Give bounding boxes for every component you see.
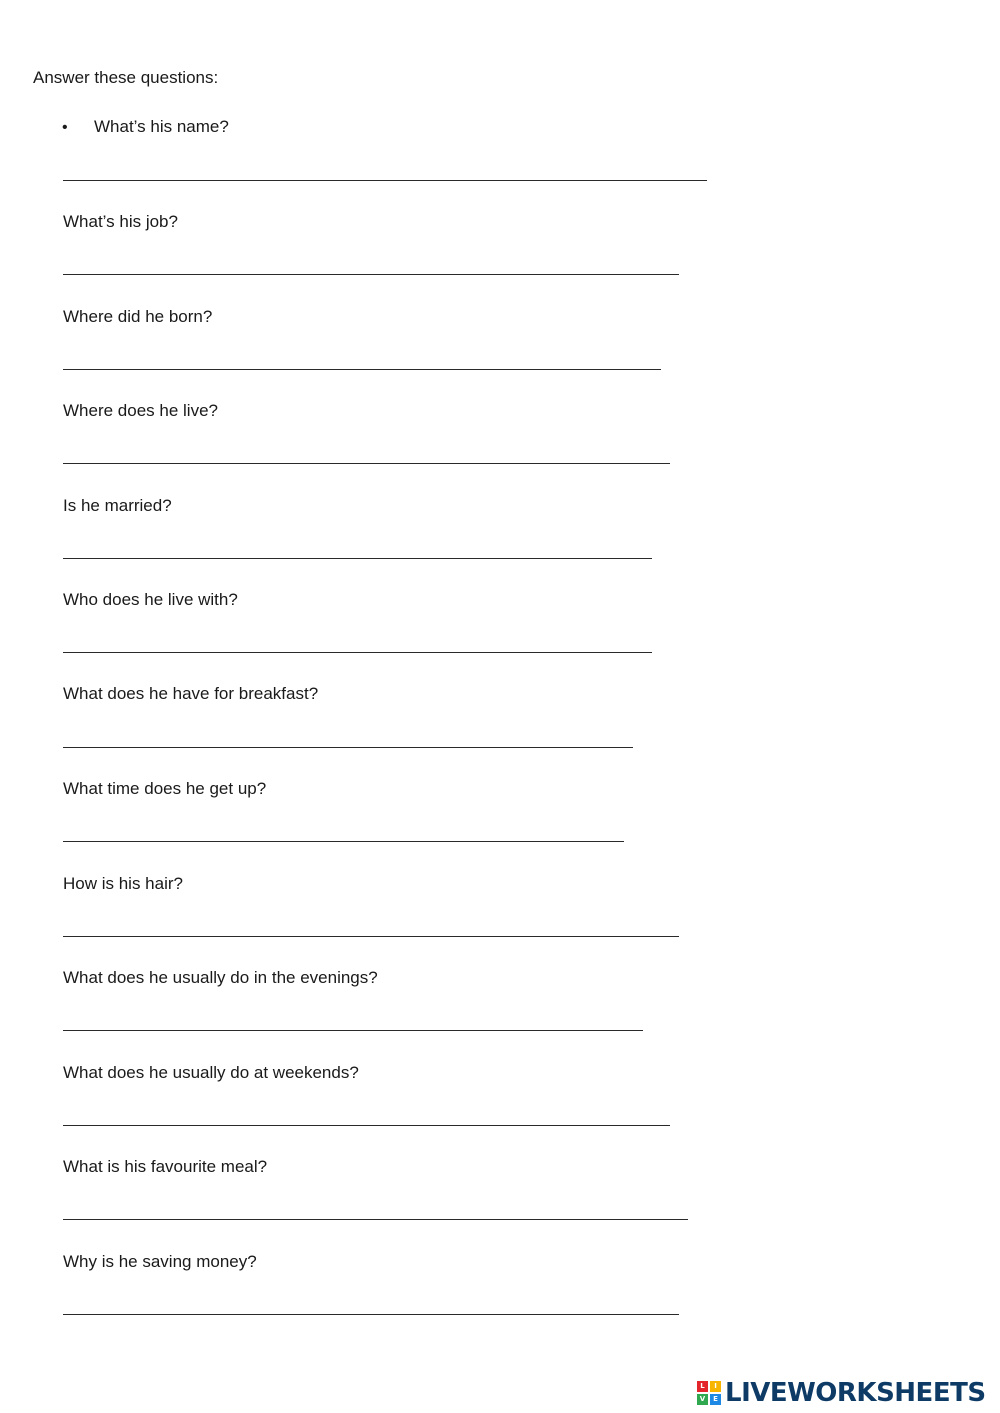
answer-line-4[interactable] (63, 463, 670, 464)
answer-line-8[interactable] (63, 841, 624, 842)
question-9: How is his hair? (63, 874, 183, 893)
answer-line-7[interactable] (63, 747, 633, 748)
answer-line-13[interactable] (63, 1314, 679, 1315)
logo-block-l: L (697, 1381, 708, 1392)
answer-line-1[interactable] (63, 180, 707, 181)
question-1: What’s his name? (94, 117, 229, 136)
logo-block-e: E (710, 1394, 721, 1405)
logo-block-i: I (710, 1381, 721, 1392)
logo-block-v: V (697, 1394, 708, 1405)
answer-line-11[interactable] (63, 1125, 670, 1126)
logo-text: LIVEWORKSHEETS (725, 1378, 986, 1408)
answer-line-3[interactable] (63, 369, 661, 370)
question-4: Where does he live? (63, 401, 218, 420)
logo-blocks-icon (697, 1381, 721, 1405)
question-3: Where did he born? (63, 307, 213, 326)
answer-line-5[interactable] (63, 558, 652, 559)
answer-line-12[interactable] (63, 1219, 688, 1220)
question-13: Why is he saving money? (63, 1252, 257, 1271)
question-12: What is his favourite meal? (63, 1157, 268, 1176)
question-11: What does he usually do at weekends? (63, 1063, 359, 1082)
question-6: Who does he live with? (63, 590, 238, 609)
answer-line-6[interactable] (63, 652, 652, 653)
question-2: What’s his job? (63, 212, 178, 231)
answer-line-2[interactable] (63, 274, 679, 275)
question-5: Is he married? (63, 496, 172, 515)
liveworksheets-logo (697, 1378, 986, 1408)
bullet-icon: • (62, 119, 68, 136)
question-8: What time does he get up? (63, 779, 267, 798)
instruction-text: Answer these questions: (33, 68, 219, 87)
question-10: What does he usually do in the evenings? (63, 968, 378, 987)
answer-line-10[interactable] (63, 1030, 643, 1031)
answer-line-9[interactable] (63, 936, 679, 937)
question-7: What does he have for breakfast? (63, 684, 319, 703)
